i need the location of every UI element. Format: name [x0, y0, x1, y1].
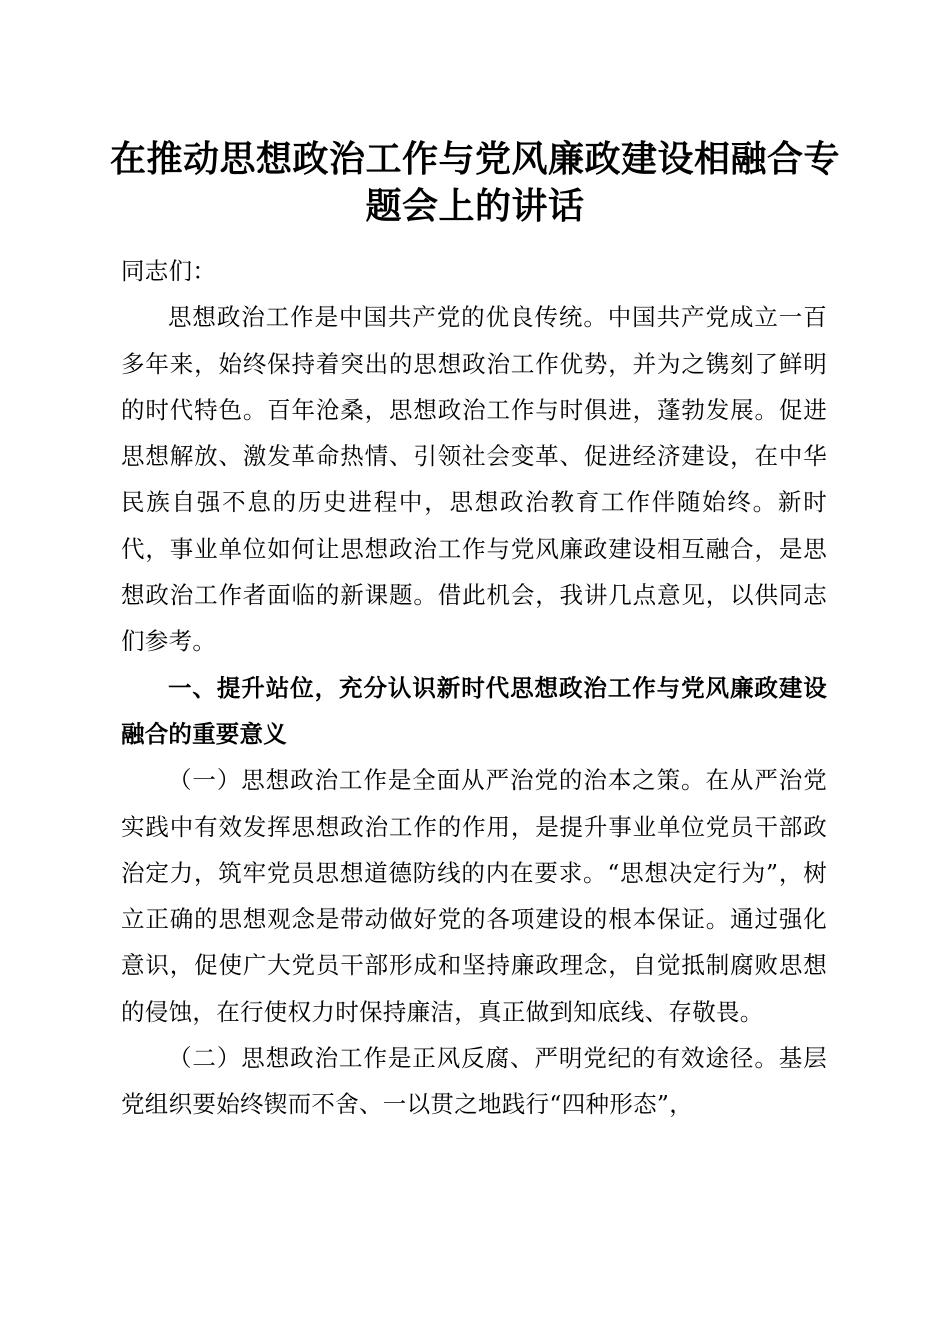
intro-paragraph: 思想政治工作是中国共产党的优良传统。中国共产党成立一百多年来，始终保持着突出的思想政治工作优势，并为之镌刻了鲜明的时代特色。百年沧桑，思想政治工作与时俱进，蓬勃发展。促进思想解放、激发革命热情、引领社会变革、促进经济建设，在中华民族自强不息的历史进程中，思想政治教育工作伴随始终。新时代，事业单位如何让思想政治工作与党风廉政建设相互融合，是思想政治工作者面临的新课题。借此机会，我讲几点意见，以供同志们参考。: [121, 303, 827, 656]
section-1-heading: 一、提升站位，充分认识新时代思想政治工作与党风廉政建设融合的重要意义: [121, 673, 827, 748]
subsection-1-paragraph: （一）思想政治工作是全面从严治党的治本之策。在从严治党实践中有效发挥思想政治工作的作用，是提升事业单位党员干部政治定力，筑牢党员思想道德防线的内在要求。“思想决定行为”，树立正确的思想观念是带动做好党的各项建设的根本保证。通过强化意识，促使广大党员干部形成和坚持廉政理念，自觉抵制腐败思想的侵蚀，在行使权力时保持廉洁，真正做到知底线、存敬畏。: [121, 766, 827, 1026]
document-body: [121, 248, 827, 1128]
subsection-2-paragraph: （二）思想政治工作是正风反腐、严明党纪的有效途径。基层党组织要始终锲而不舍、一以贯之地践行“四种形态”，: [121, 1044, 827, 1119]
document-title: 在推动思想政治工作与党风廉政建设相融合专题会上的讲话: [110, 138, 841, 227]
salutation: 同志们：: [121, 257, 217, 285]
